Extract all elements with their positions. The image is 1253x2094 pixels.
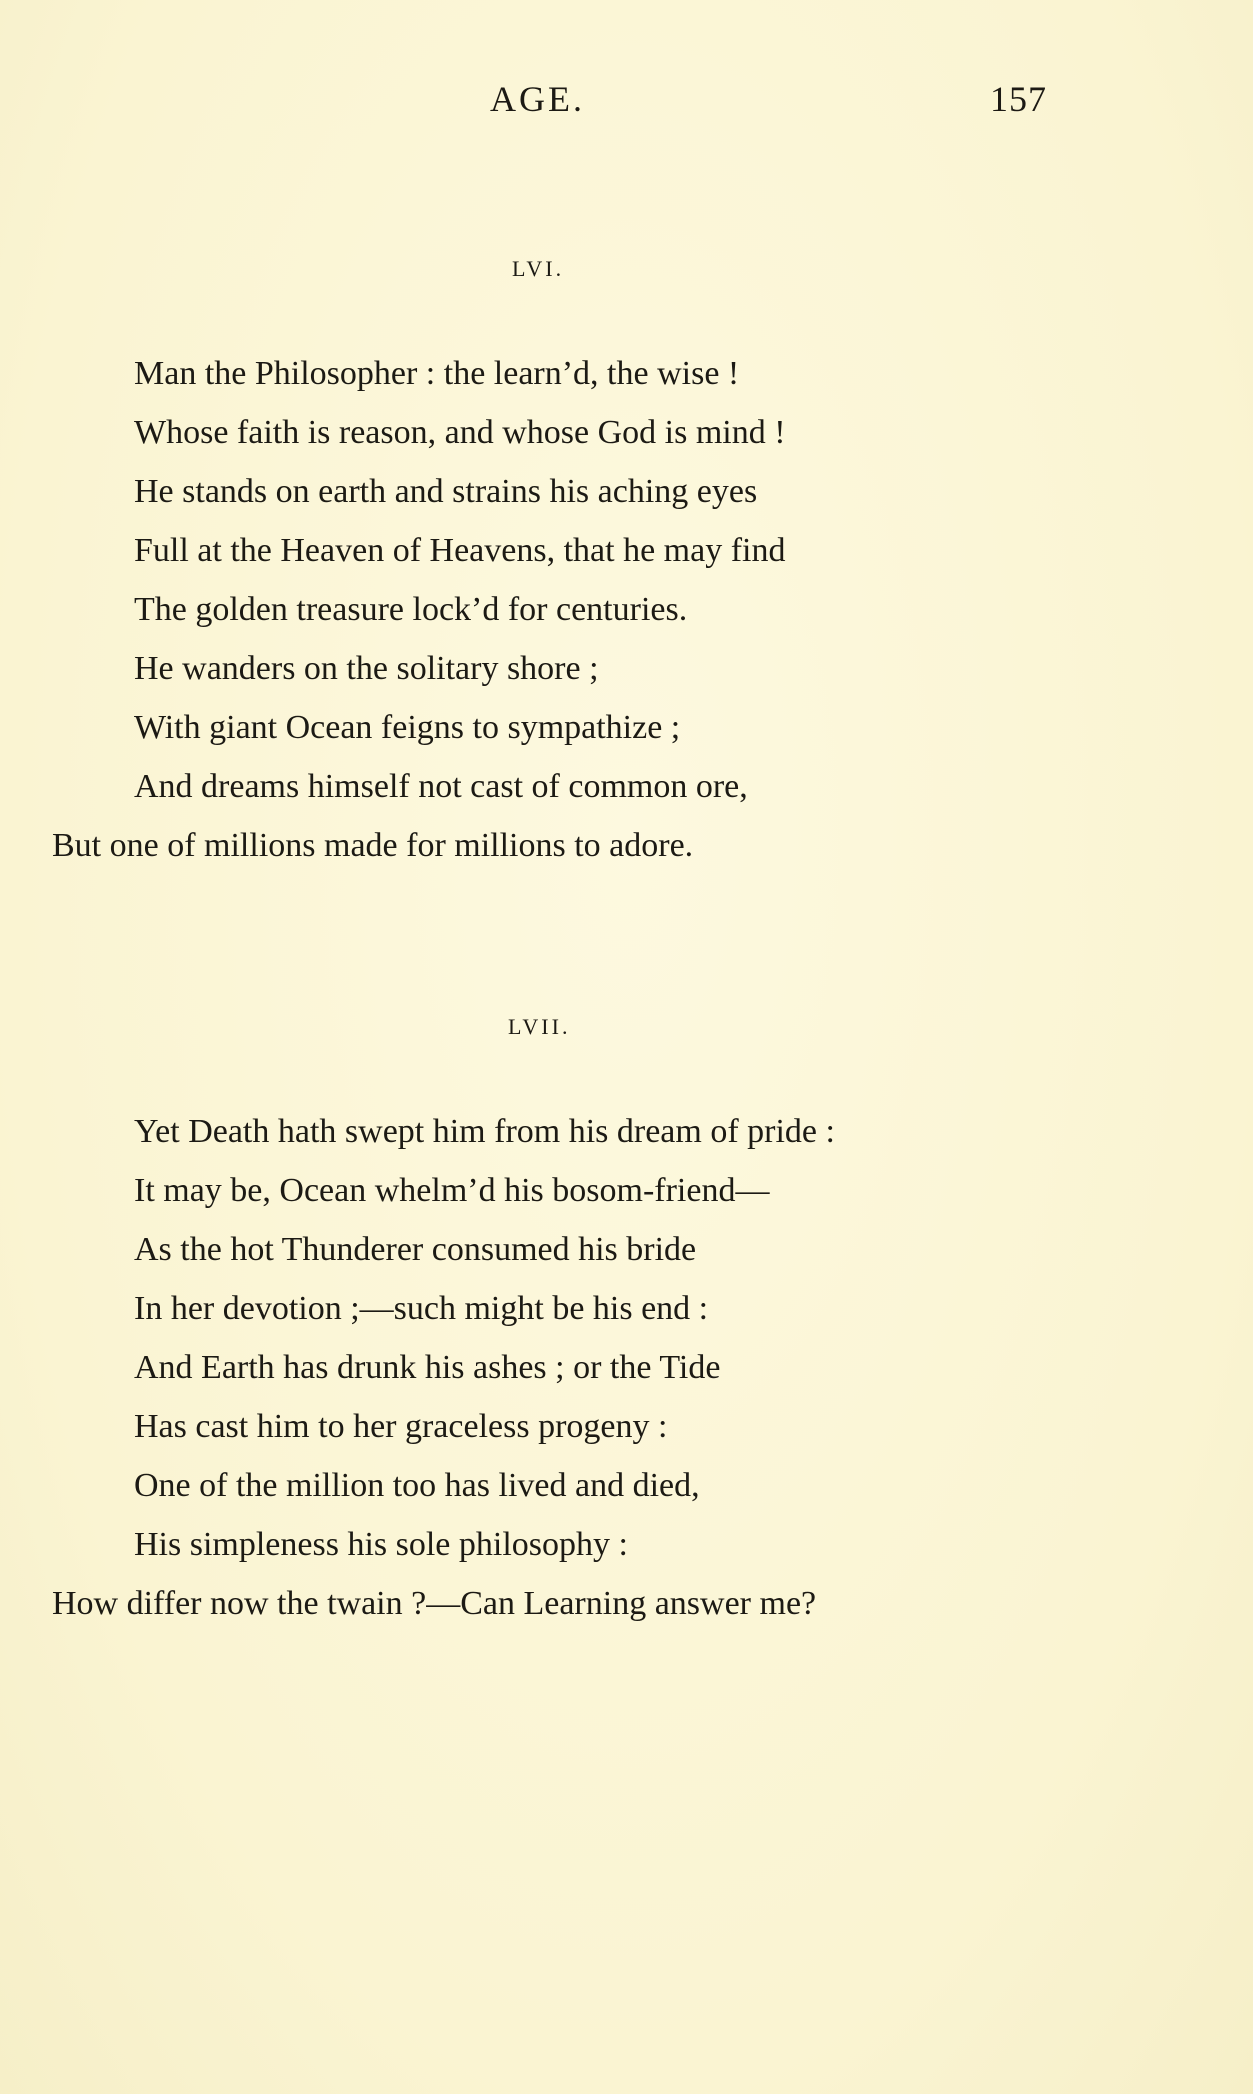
poem-line: One of the million too has lived and died, [134,1467,700,1504]
poem-line: But one of millions made for millions to adore. [52,827,694,864]
poem-line: Man the Philosopher : the learn’d, the wise ! [134,355,740,392]
poem-line: And dreams himself not cast of common ore, [134,768,748,805]
poem-line: As the hot Thunderer consumed his bride [134,1231,697,1268]
running-title: AGE. [490,79,585,119]
poem-line: He stands on earth and strains his aching eyes [134,473,758,510]
poem-line: How differ now the twain ?—Can Learning answer me? [52,1585,817,1622]
page-number: 157 [990,79,1047,119]
stanza-numeral-lvi: LVI. [512,256,565,281]
poem-line: His simpleness his sole philosophy : [134,1526,628,1563]
poem-line: The golden treasure lock’d for centuries. [134,591,688,628]
stanza-numeral-lvii: LVII. [508,1014,571,1039]
poem-line: And Earth has drunk his ashes ; or the Tide [134,1349,721,1386]
poem-line: In her devotion ;—such might be his end : [134,1290,709,1327]
poem-line: He wanders on the solitary shore ; [134,650,599,687]
poem-line: Yet Death hath swept him from his dream of pride : [134,1113,835,1150]
poem-line: It may be, Ocean whelm’d his bosom-friend— [134,1172,770,1209]
poem-line: With giant Ocean feigns to sympathize ; [134,709,681,746]
running-head [0,78,1253,128]
poem-line: Has cast him to her graceless progeny : [134,1408,668,1445]
poem-line: Full at the Heaven of Heavens, that he may find [134,532,786,569]
poem-line: Whose faith is reason, and whose God is mind ! [134,414,786,451]
